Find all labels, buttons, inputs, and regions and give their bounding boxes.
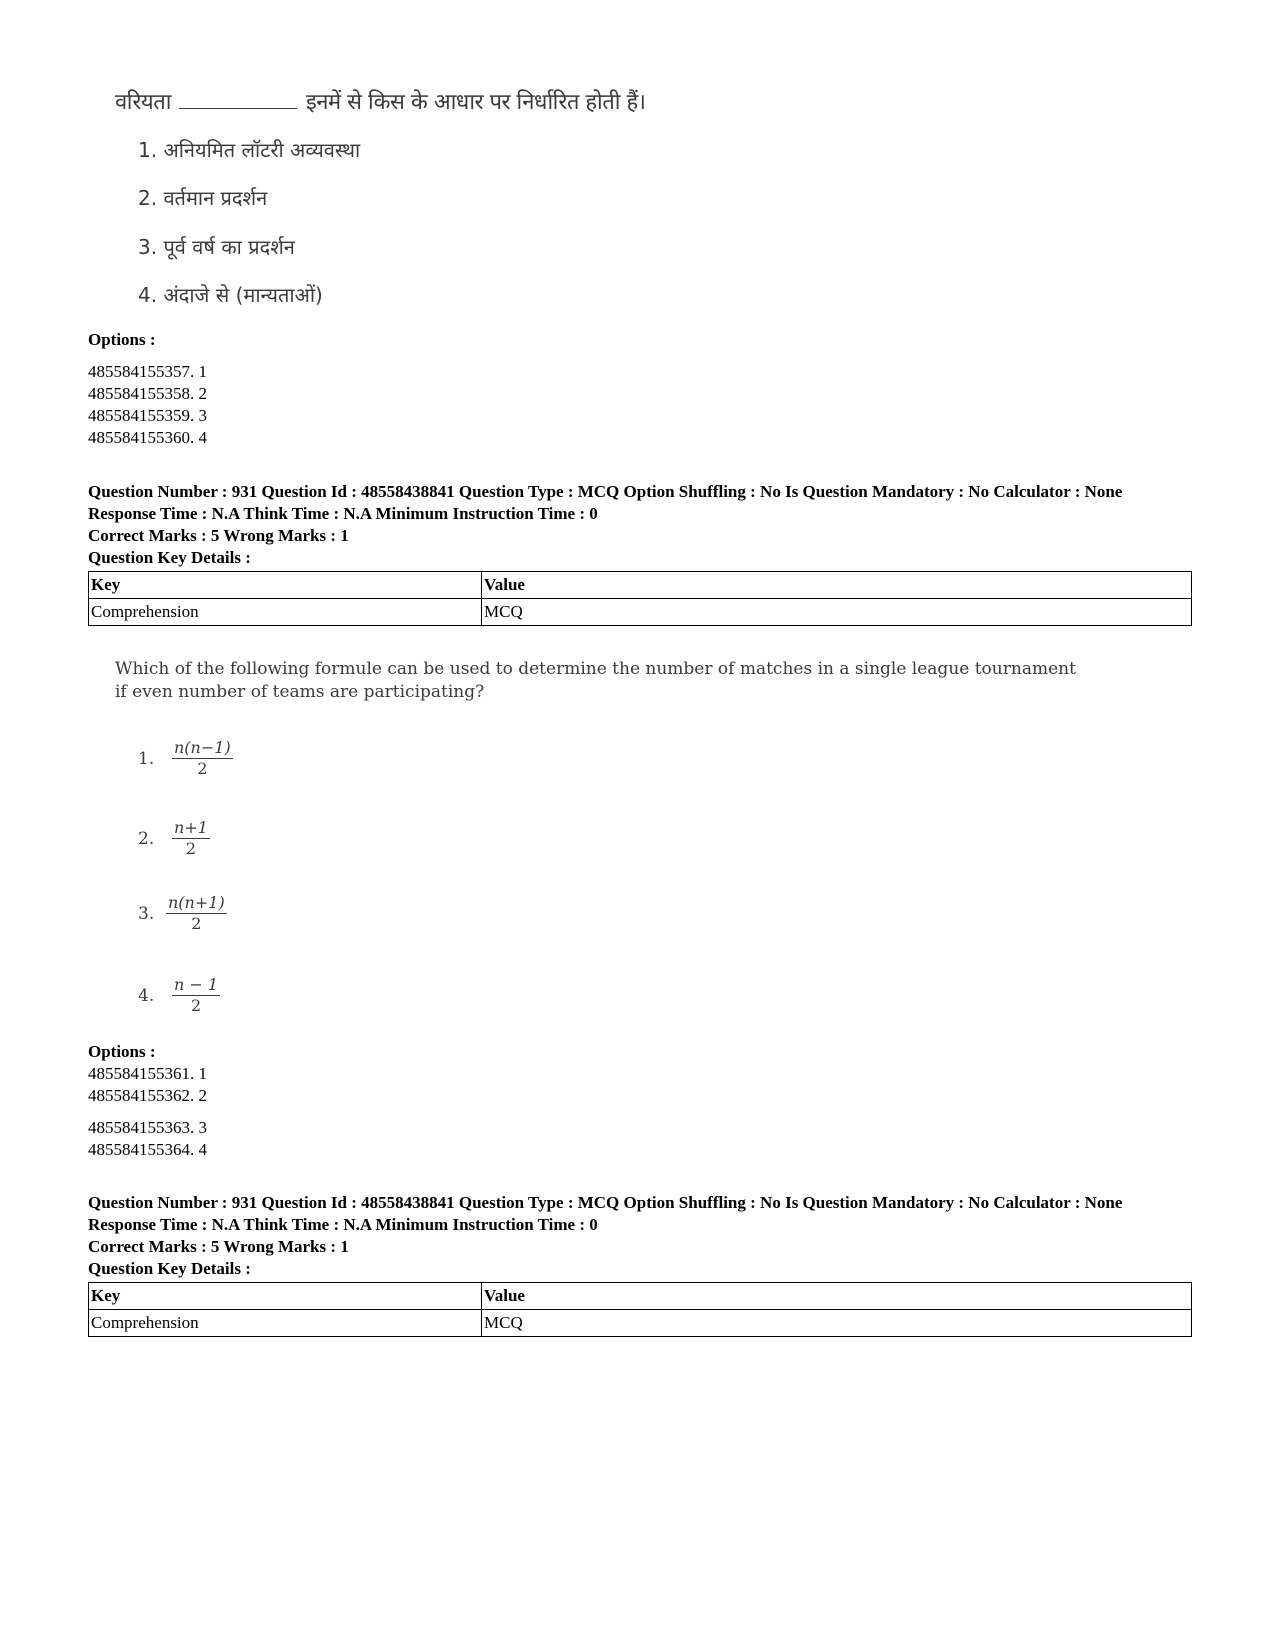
question-meta-line: Correct Marks : 5 Wrong Marks : 1 [88,526,349,545]
fraction-numerator: n(n−1) [174,738,231,757]
question-meta-line: Question Number : 931 Question Id : 48558438841 Question Type : MCQ Option Shuffling : No Is Question Mandatory : No Calculator : None [88,1193,1123,1212]
hindi-stem-start: वरियता [115,90,171,115]
fraction-numerator: n − 1 [174,975,219,994]
option-id-line: 485584155361. 1 [88,1064,207,1083]
fraction-numerator: n(n+1) [168,893,225,912]
formula-choice-4 [138,975,220,1016]
option-id-line: 485584155364. 4 [88,1140,207,1159]
hindi-choice-3: 3. पूर्व वर्ष का प्रदर्शन [138,235,295,259]
formula-choice-3 [138,893,227,934]
option-id-line: 485584155360. 4 [88,428,207,447]
question-stem-line: Which of the following formule can be used to determine the number of matches in a single league tournament [115,659,1076,679]
hindi-question-stem [115,86,646,116]
question-key-details-label: Question Key Details : [88,548,251,567]
table-cell-value: MCQ [482,1310,1192,1337]
table-header-key: Key [89,572,482,599]
fraction-numerator: n+1 [174,818,208,837]
table-row [89,1310,1192,1337]
key-value-table [88,571,1192,626]
fraction-denominator: 2 [197,759,208,778]
question-meta-line: Response Time : N.A Think Time : N.A Minimum Instruction Time : 0 [88,504,598,523]
fraction-denominator: 2 [190,996,202,1015]
table-cell-key: Comprehension [89,1310,482,1337]
table-header-value: Value [482,572,1192,599]
table-header-value: Value [482,1283,1192,1310]
hindi-choice-4: 4. अंदाजे से (मान्यताओं) [138,283,323,307]
table-cell-key: Comprehension [89,599,482,626]
option-id-line: 485584155363. 3 [88,1118,207,1137]
table-header-row [89,572,1192,599]
fill-in-blank-line [179,108,297,109]
option-id-line: 485584155358. 2 [88,384,207,403]
table-header-key: Key [89,1283,482,1310]
question-meta-line: Correct Marks : 5 Wrong Marks : 1 [88,1237,349,1256]
key-value-table [88,1282,1192,1337]
formula-choice-1 [138,738,233,779]
fraction [172,738,233,779]
fraction-denominator: 2 [185,839,197,858]
question-stem-line: if even number of teams are participating? [115,682,485,702]
question-meta-line: Response Time : N.A Think Time : N.A Minimum Instruction Time : 0 [88,1215,598,1234]
table-row [89,599,1192,626]
choice-number: 1. [138,748,155,769]
fraction [172,975,220,1016]
fraction [172,818,210,859]
fraction-denominator: 2 [191,914,202,933]
formula-choice-2 [138,818,210,859]
option-id-line: 485584155362. 2 [88,1086,207,1105]
question-key-details-label: Question Key Details : [88,1259,251,1278]
question-meta-line: Question Number : 931 Question Id : 48558438841 Question Type : MCQ Option Shuffling : No Is Question Mandatory : No Calculator : None [88,482,1123,501]
option-id-line: 485584155357. 1 [88,362,207,381]
choice-number: 2. [138,828,155,849]
hindi-choice-1: 1. अनियमित लॉटरी अव्यवस्था [138,138,361,162]
option-id-line: 485584155359. 3 [88,406,207,425]
question-stem [115,658,1076,704]
options-label: Options : [88,1042,156,1061]
hindi-stem-end: इनमें से किस के आधार पर निर्धारित होती हैं। [305,90,646,115]
table-header-row [89,1283,1192,1310]
table-cell-value: MCQ [482,599,1192,626]
fraction [166,893,227,934]
choice-number: 4. [138,985,155,1006]
choice-number: 3. [138,903,155,924]
hindi-choice-2: 2. वर्तमान प्रदर्शन [138,186,268,210]
options-label: Options : [88,330,156,349]
